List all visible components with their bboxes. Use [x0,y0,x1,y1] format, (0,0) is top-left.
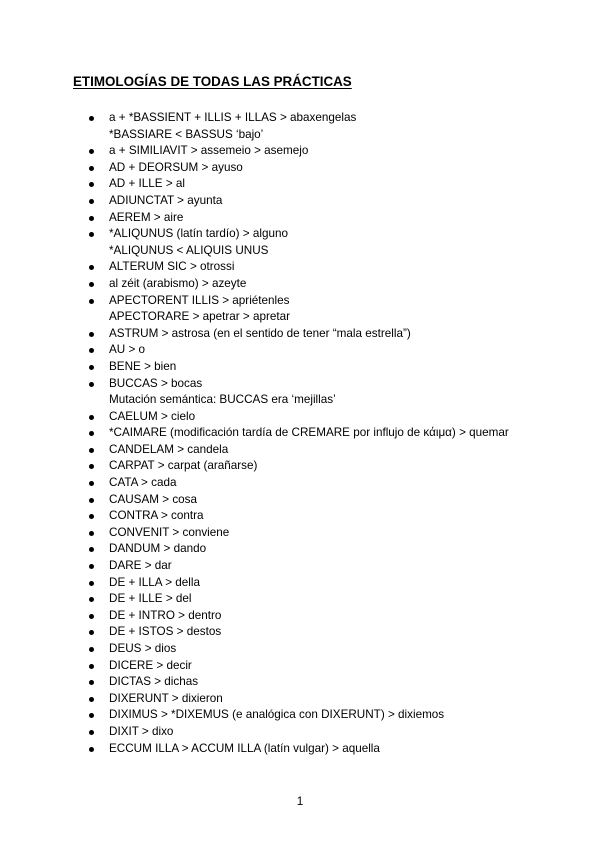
bullet-icon [89,332,94,337]
list-item-text: ECCUM ILLA > ACCUM ILLA (latín vulgar) > aquella [109,741,380,755]
bullet-icon [89,415,94,420]
list-item [0,425,600,442]
bullet-icon [89,348,94,353]
bullet-icon [89,747,94,752]
list-item-text: APECTORARE > apetrar > apretar [109,310,291,324]
list-item [0,674,600,691]
list-item-text: CATA > cada [109,476,177,490]
bullet-icon [89,597,94,602]
list-item-text: DIXERUNT > dixieron [109,691,223,705]
list-item-note [0,243,600,260]
list-item [0,409,600,426]
list-item [0,226,600,243]
list-item-text: CONVENIT > conviene [109,525,230,539]
list-item-text: DE + ILLE > del [109,592,192,606]
list-item [0,143,600,160]
list-item [0,641,600,658]
bullet-icon [89,564,94,569]
list-item-text: *BASSIARE < BASSUS ‘bajo’ [109,127,264,141]
list-item-text: DICTAS > dichas [109,675,199,689]
list-item [0,624,600,641]
list-item-text: ASTRUM > astrosa (en el sentido de tener “mala estrella”) [109,326,411,340]
bullet-icon [89,614,94,619]
list-item-text: AU > o [109,343,146,357]
page-title: ETIMOLOGÍAS DE TODAS LAS PRÁCTICAS [73,74,352,89]
list-item-text: a + SIMILIAVIT > assemeio > asemejo [109,144,309,158]
list-item-text: *ALIQUNUS (latín tardío) > alguno [109,227,288,241]
list-item [0,176,600,193]
list-item [0,160,600,177]
bullet-icon [89,498,94,503]
bullet-icon [89,282,94,287]
bullet-icon [89,581,94,586]
list-item-text: CARPAT > carpat (arañarse) [109,459,258,473]
list-item [0,591,600,608]
list-item-text: CANDELAM > candela [109,442,229,456]
list-item [0,707,600,724]
list-item-text: DEUS > dios [109,642,177,655]
list-item-text: CAELUM > cielo [109,409,196,423]
list-item-text: DIXIT > dixo [109,724,174,738]
bullet-icon [89,680,94,685]
list-item [0,259,600,276]
list-item [0,293,600,310]
etymology-list [0,110,600,757]
list-item-text: BENE > bien [109,359,177,373]
list-item [0,724,600,741]
list-item-note [0,309,600,326]
bullet-icon [89,730,94,735]
list-item [0,276,600,293]
bullet-icon [89,365,94,370]
list-item-text: CAUSAM > cosa [109,492,198,506]
list-item [0,558,600,575]
bullet-icon [89,431,94,436]
list-item-text: ADIUNCTAT > ayunta [109,193,223,207]
list-item [0,442,600,459]
list-item-text: CONTRA > contra [109,509,204,523]
list-item [0,342,600,359]
list-item [0,525,600,542]
list-item [0,359,600,376]
list-item-text: DE + ISTOS > destos [109,625,222,639]
list-item [0,575,600,592]
list-item [0,326,600,343]
bullet-icon [89,182,94,187]
list-item-text: Mutación semántica: BUCCAS era ‘mejillas’ [109,393,336,407]
bullet-icon [89,166,94,171]
bullet-icon [89,299,94,304]
bullet-icon [89,265,94,270]
list-item-text: DANDUM > dando [109,542,207,556]
bullet-icon [89,697,94,702]
bullet-icon [89,149,94,154]
list-item [0,741,600,758]
bullet-icon [89,664,94,669]
list-item [0,508,600,525]
list-item-text: AD + ILLE > al [109,177,186,191]
list-item-text: AEREM > aire [109,210,184,224]
list-item-text: *ALIQUNUS < ALIQUIS UNUS [109,243,269,257]
bullet-icon [89,547,94,552]
list-item-text: ALTERUM SIC > otrossi [109,260,235,274]
bullet-icon [89,232,94,237]
bullet-icon [89,531,94,536]
list-item [0,210,600,227]
list-item-text: al zéit (arabismo) > azeyte [109,276,247,290]
list-item-text: DE + INTRO > dentro [109,608,222,622]
bullet-icon [89,464,94,469]
list-item [0,492,600,509]
list-item-note [0,392,600,409]
bullet-icon [89,116,94,121]
list-item [0,658,600,675]
list-item [0,110,600,127]
list-item-text: BUCCAS > bocas [109,376,203,390]
bullet-icon [89,216,94,221]
list-item-text: DICERE > decir [109,658,192,672]
bullet-icon [89,713,94,718]
list-item-text: DARE > dar [109,559,172,573]
list-item-text: DIXIMUS > *DIXEMUS (e analógica con DIXERUNT) > dixiemos [109,708,445,722]
list-item [0,193,600,210]
list-item-text: AD + DEORSUM > ayuso [109,160,243,174]
bullet-icon [89,630,94,635]
bullet-icon [89,514,94,519]
list-item-note [0,127,600,144]
list-item-text: DE + ILLA > della [109,575,200,589]
bullet-icon [89,481,94,486]
list-item-text: a + *BASSIENT + ILLIS + ILLAS > abaxengelas [109,111,357,124]
bullet-icon [89,382,94,387]
bullet-icon [89,647,94,652]
list-item-text: APECTORENT ILLIS > apriétenles [109,293,290,307]
bullet-icon [89,448,94,453]
list-item [0,541,600,558]
list-item [0,691,600,708]
list-item [0,458,600,475]
list-item [0,475,600,492]
bullet-icon [89,199,94,204]
list-item [0,608,600,625]
list-item [0,376,600,393]
list-item-text: *CAIMARE (modificación tardía de CREMARE por influjo de κάιμα) > quemar [109,426,509,440]
page-number: 1 [296,795,304,808]
